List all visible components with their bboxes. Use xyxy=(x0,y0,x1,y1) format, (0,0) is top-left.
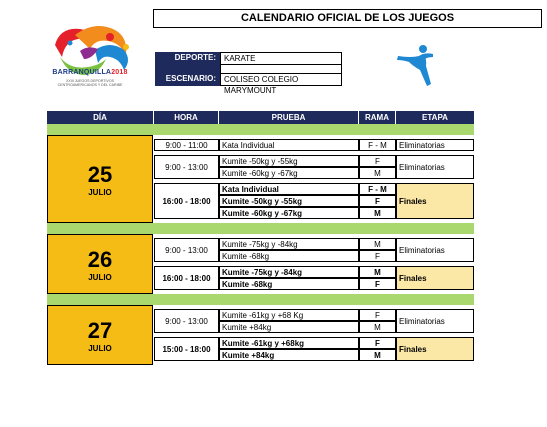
etapa-cell: Eliminatorias xyxy=(396,155,474,179)
day-box xyxy=(47,135,153,223)
info-spacer xyxy=(155,65,220,73)
deporte-label: DEPORTE: xyxy=(155,52,220,65)
etapa-cell: Finales xyxy=(396,266,474,290)
col-dia: DÍA xyxy=(47,111,153,124)
rama-cell: M xyxy=(359,167,396,179)
etapa-cell: Eliminatorias xyxy=(396,238,474,262)
deporte-value: KARATE xyxy=(220,52,342,65)
day-number: 27 xyxy=(87,317,113,343)
karate-kick-icon xyxy=(393,44,441,90)
hora-cell: 9:00 - 13:00 xyxy=(154,238,219,262)
day-month: JULIO xyxy=(88,187,112,197)
prueba-cell: Kumite -75kg y -84kg xyxy=(219,266,359,278)
hora-cell: 9:00 - 13:00 xyxy=(154,155,219,179)
rama-cell: M xyxy=(359,321,396,333)
prueba-cell: Kata Individual xyxy=(219,183,359,195)
prueba-cell: Kumite -68kg xyxy=(219,250,359,262)
col-etapa: ETAPA xyxy=(396,111,474,124)
day-month: JULIO xyxy=(88,343,112,353)
day-box xyxy=(47,234,153,294)
col-prueba: PRUEBA xyxy=(219,111,358,124)
prueba-cell: Kumite -50kg y -55kg xyxy=(219,155,359,167)
rama-cell: M xyxy=(359,238,396,250)
prueba-cell: Kumite -61kg y +68kg xyxy=(219,337,359,349)
prueba-cell: Kata Individual xyxy=(219,139,359,151)
rama-cell: F xyxy=(359,155,396,167)
logo-wordmark: BARRANQUILLA2018 xyxy=(52,69,128,76)
logo-subtitle: XXIII JUEGOS DEPORTIVOS CENTROAMERICANOS Y DEL CARIBE xyxy=(57,79,123,87)
hora-cell: 9:00 - 11:00 xyxy=(154,139,219,151)
prueba-cell: Kumite -50kg y -55kg xyxy=(219,195,359,207)
green-separator xyxy=(47,223,474,234)
rama-cell: F xyxy=(359,250,396,262)
etapa-cell: Eliminatorias xyxy=(396,139,474,151)
hora-cell: 9:00 - 13:00 xyxy=(154,309,219,333)
prueba-cell: Kumite -75kg y -84kg xyxy=(219,238,359,250)
hora-cell: 16:00 - 18:00 xyxy=(154,266,219,290)
etapa-cell: Finales xyxy=(396,183,474,219)
rama-cell: M xyxy=(359,266,396,278)
escenario-value: COLISEO COLEGIO MARYMOUNT xyxy=(220,73,342,86)
prueba-cell: Kumite -60kg y -67kg xyxy=(219,167,359,179)
rama-cell: M xyxy=(359,207,396,219)
day-number: 26 xyxy=(87,246,113,272)
escenario-label: ESCENARIO: xyxy=(155,73,220,86)
rama-cell: F xyxy=(359,309,396,321)
rama-cell: F xyxy=(359,337,396,349)
prueba-cell: Kumite +84kg xyxy=(219,321,359,333)
prueba-cell: Kumite -68kg xyxy=(219,278,359,290)
info-spacer-cell xyxy=(220,65,342,73)
col-rama: RAMA xyxy=(359,111,395,124)
prueba-cell: Kumite -61kg y +68 Kg xyxy=(219,309,359,321)
page-title: CALENDARIO OFICIAL DE LOS JUEGOS xyxy=(153,9,542,28)
rama-cell: F xyxy=(359,278,396,290)
prueba-cell: Kumite -60kg y -67kg xyxy=(219,207,359,219)
hora-cell: 16:00 - 18:00 xyxy=(154,183,219,219)
day-box xyxy=(47,305,153,365)
barranquilla-2018-logo xyxy=(40,15,140,100)
rama-cell: F xyxy=(359,195,396,207)
rama-cell: M xyxy=(359,349,396,361)
etapa-cell: Eliminatorias xyxy=(396,309,474,333)
day-month: JULIO xyxy=(88,272,112,282)
hora-cell: 15:00 - 18:00 xyxy=(154,337,219,361)
rama-cell: F - M xyxy=(359,183,396,195)
rama-cell: F - M xyxy=(359,139,396,151)
col-hora: HORA xyxy=(154,111,218,124)
green-separator xyxy=(47,294,474,305)
prueba-cell: Kumite +84kg xyxy=(219,349,359,361)
green-separator xyxy=(47,124,474,135)
etapa-cell: Finales xyxy=(396,337,474,361)
day-number: 25 xyxy=(87,161,113,187)
